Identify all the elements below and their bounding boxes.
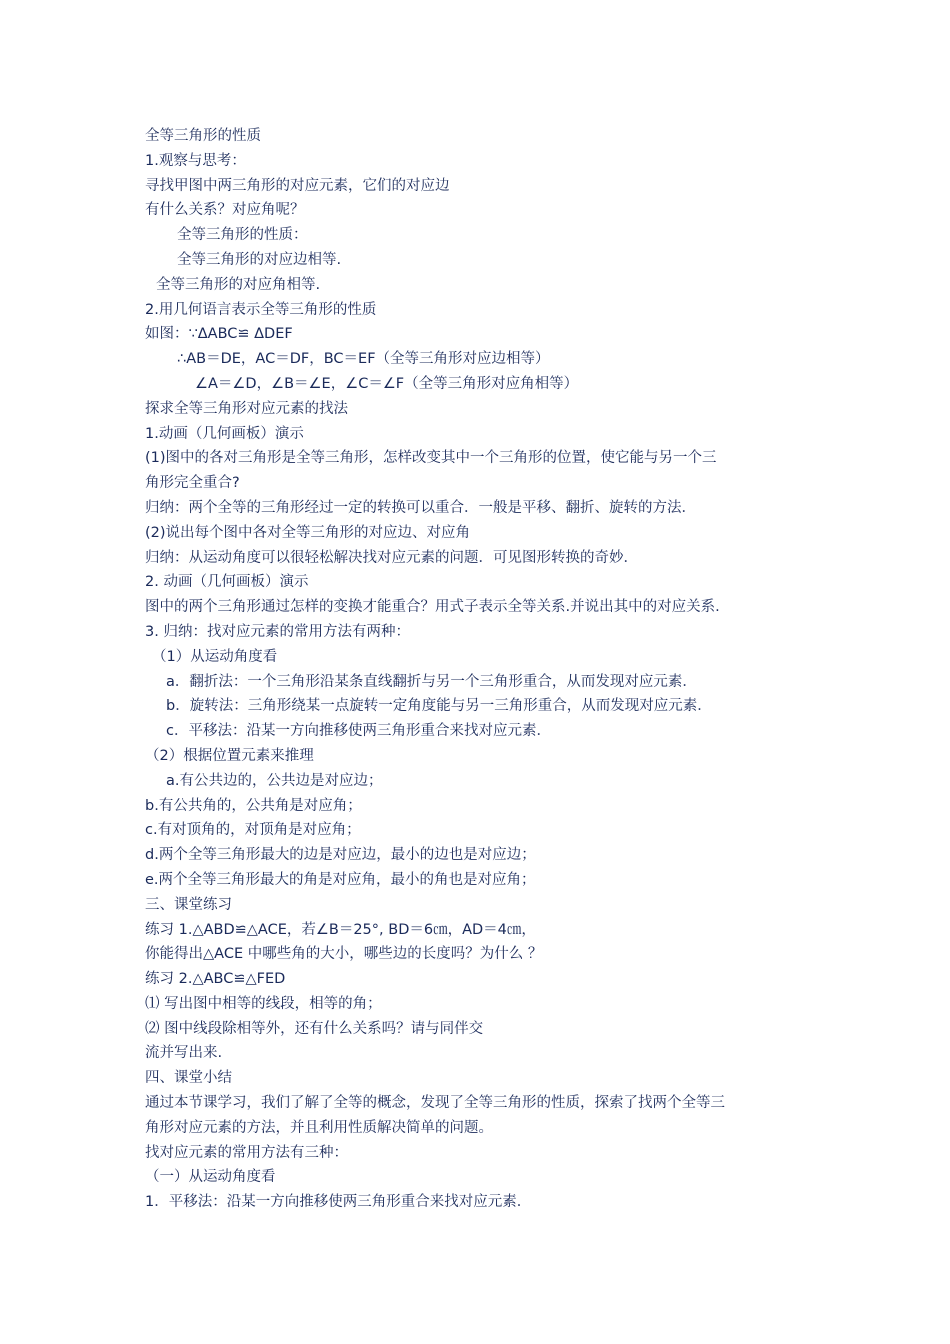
text-line: 三、课堂练习 [145,896,232,913]
text-line: 2. 动画（几何画板）演示 [145,574,309,591]
text-line: 如图：∵ΔABC≌ ΔDEF [145,326,293,343]
text-line: 归纳：从运动角度可以很轻松解决找对应元素的问题．可见图形转换的奇妙． [145,549,638,566]
text-line: 全等三角形的对应角相等. [156,276,321,293]
text-line: 全等三角形的性质 [145,128,261,144]
text-line: 练习 1.△ABD≌△ACE，若∠B＝25°, BD＝6㎝，AD＝4㎝， [145,921,536,938]
text-line: 3. 归纳：找对应元素的常用方法有两种： [145,623,410,640]
text-line: c．平移法：沿某一方向推移使两三角形重合来找对应元素． [166,723,551,740]
text-line: 角形完全重合? [145,475,240,492]
text-line: 全等三角形的性质： [177,227,308,244]
text-line: 找对应元素的常用方法有三种： [145,1144,348,1161]
text-line: 全等三角形的对应边相等. [177,251,342,268]
text-line: 1.动画（几何画板）演示 [145,425,304,442]
text-line: 图中的两个三角形通过怎样的变换才能重合？用式子表示全等关系.并说出其中的对应关系. [145,599,720,616]
text-line: 寻找甲图中两三角形的对应元素，它们的对应边 [145,177,450,194]
text-line: ∠A＝∠D，∠B＝∠E，∠C＝∠F（全等三角形对应角相等） [195,375,579,392]
text-line: 2.用几何语言表示全等三角形的性质 [145,301,377,318]
document-body [145,124,825,1215]
text-line: ⑵ 图中线段除相等外，还有什么关系吗？请与同伴交 [145,1020,484,1037]
text-line: 有什么关系？对应角呢？ [145,202,305,219]
text-line: 探求全等三角形对应元素的找法 [145,400,348,417]
text-line: a．翻折法：一个三角形沿某条直线翻折与另一个三角形重合，从而发现对应元素． [166,673,697,690]
text-line: ∴AB＝DE，AC＝DF，BC＝EF（全等三角形对应边相等） [177,351,550,368]
text-line: 归纳：两个全等的三角形经过一定的转换可以重合．一般是平移、翻折、旋转的方法． [145,499,696,516]
text-line: （一）从运动角度看 [145,1169,276,1186]
text-line: 流并写出来. [145,1045,223,1062]
text-line: 通过本节课学习，我们了解了全等的概念，发现了全等三角形的性质，探索了找两个全等三 [145,1095,725,1112]
text-line: 1.观察与思考： [145,152,246,169]
text-line: （1）从运动角度看 [152,648,278,665]
text-line: (1)图中的各对三角形是全等三角形，怎样改变其中一个三角形的位置，使它能与另一个三 [145,450,717,467]
text-line: b.有公共角的，公共角是对应角； [145,797,362,814]
text-line: (2)说出每个图中各对全等三角形的对应边、对应角 [145,524,471,541]
text-line: a.有公共边的，公共边是对应边； [166,772,383,789]
text-line: 四、课堂小结 [145,1070,232,1087]
text-line: d.两个全等三角形最大的边是对应边，最小的边也是对应边； [145,847,536,864]
text-line: ⑴ 写出图中相等的线段，相等的角； [145,995,382,1012]
text-line: 练习 2.△ABC≌△FED [145,971,286,988]
text-line: e.两个全等三角形最大的角是对应角，最小的角也是对应角； [145,871,536,888]
text-line: （2）根据位置元素来推理 [145,747,314,764]
text-line: c.有对顶角的，对顶角是对应角； [145,822,361,839]
text-line: 1．平移法：沿某一方向推移使两三角形重合来找对应元素． [145,1194,532,1211]
text-line: 你能得出△ACE 中哪些角的大小，哪些边的长度吗？为什么 ？ [145,946,543,963]
text-line: b．旋转法：三角形绕某一点旋转一定角度能与另一三角形重合，从而发现对应元素． [166,698,712,715]
text-line: 角形对应元素的方法，并且利用性质解决简单的问题。 [145,1119,493,1136]
